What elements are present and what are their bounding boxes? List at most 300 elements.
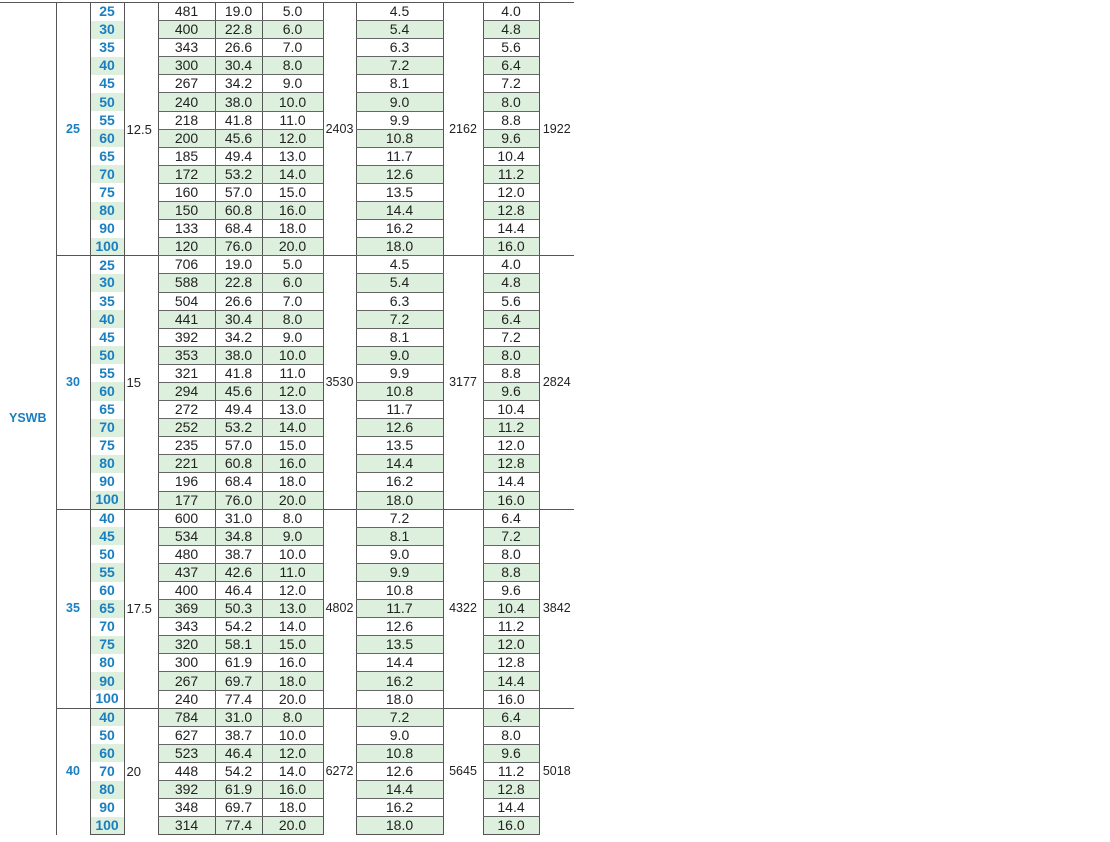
value-cell: 172 [158, 165, 215, 183]
stroke-value: 50 [90, 93, 124, 111]
value-cell: 4.5 [356, 3, 443, 21]
value-cell: 61.9 [215, 654, 262, 672]
value-cell: 9.0 [262, 75, 323, 93]
value-cell: 11.2 [483, 618, 539, 636]
value-cell: 5.4 [356, 274, 443, 292]
value-cell: 54.2 [215, 762, 262, 780]
value-cell: 177 [158, 491, 215, 509]
stroke-value: 40 [90, 509, 124, 527]
value-cell: 784 [158, 708, 215, 726]
value-cell: 18.0 [262, 220, 323, 238]
value-cell: 13.0 [262, 147, 323, 165]
value-cell: 4.0 [483, 3, 539, 21]
value-cell: 46.4 [215, 582, 262, 600]
value-cell: 10.4 [483, 600, 539, 618]
value-cell: 18.0 [356, 817, 443, 835]
load-value-a: 6272 [323, 708, 356, 835]
bore-size: 30 [56, 256, 90, 509]
value-cell: 5.0 [262, 256, 323, 274]
stroke-value: 55 [90, 111, 124, 129]
load-value-c: 1922 [539, 3, 574, 256]
value-cell: 218 [158, 111, 215, 129]
value-cell: 53.2 [215, 419, 262, 437]
value-cell: 20.0 [262, 817, 323, 835]
value-cell: 8.0 [483, 545, 539, 563]
value-cell: 16.2 [356, 220, 443, 238]
lead-value: 15 [124, 256, 158, 509]
value-cell: 4.8 [483, 21, 539, 39]
value-cell: 18.0 [262, 672, 323, 690]
value-cell: 8.0 [483, 346, 539, 364]
value-cell: 15.0 [262, 437, 323, 455]
value-cell: 7.2 [483, 328, 539, 346]
series-label: YSWB [0, 3, 56, 835]
spec-table-body [0, 3, 574, 835]
stroke-value: 60 [90, 382, 124, 400]
stroke-value: 50 [90, 545, 124, 563]
stroke-value: 100 [90, 238, 124, 256]
value-cell: 120 [158, 238, 215, 256]
value-cell: 18.0 [262, 799, 323, 817]
value-cell: 26.6 [215, 39, 262, 57]
value-cell: 30.4 [215, 310, 262, 328]
load-value-b: 3177 [443, 256, 483, 509]
value-cell: 76.0 [215, 491, 262, 509]
table-row [0, 3, 574, 21]
value-cell: 353 [158, 346, 215, 364]
value-cell: 38.0 [215, 346, 262, 364]
value-cell: 9.0 [262, 527, 323, 545]
value-cell: 392 [158, 781, 215, 799]
value-cell: 9.9 [356, 111, 443, 129]
stroke-value: 55 [90, 364, 124, 382]
stroke-value: 80 [90, 455, 124, 473]
value-cell: 10.0 [262, 346, 323, 364]
value-cell: 16.2 [356, 799, 443, 817]
stroke-value: 45 [90, 527, 124, 545]
stroke-value: 75 [90, 183, 124, 201]
value-cell: 12.0 [262, 744, 323, 762]
stroke-value: 80 [90, 654, 124, 672]
value-cell: 60.8 [215, 202, 262, 220]
lead-value: 12.5 [124, 3, 158, 256]
value-cell: 200 [158, 129, 215, 147]
value-cell: 5.0 [262, 3, 323, 21]
value-cell: 10.8 [356, 582, 443, 600]
stroke-value: 30 [90, 21, 124, 39]
value-cell: 12.0 [262, 582, 323, 600]
table-row [0, 708, 574, 726]
stroke-value: 75 [90, 636, 124, 654]
value-cell: 16.0 [262, 202, 323, 220]
value-cell: 12.8 [483, 654, 539, 672]
value-cell: 8.8 [483, 111, 539, 129]
value-cell: 221 [158, 455, 215, 473]
stroke-value: 65 [90, 600, 124, 618]
value-cell: 448 [158, 762, 215, 780]
value-cell: 41.8 [215, 364, 262, 382]
value-cell: 34.8 [215, 527, 262, 545]
stroke-value: 70 [90, 618, 124, 636]
value-cell: 9.0 [356, 346, 443, 364]
stroke-value: 50 [90, 346, 124, 364]
value-cell: 272 [158, 401, 215, 419]
value-cell: 9.6 [483, 129, 539, 147]
value-cell: 6.3 [356, 39, 443, 57]
value-cell: 12.6 [356, 762, 443, 780]
value-cell: 11.2 [483, 762, 539, 780]
stroke-value: 90 [90, 672, 124, 690]
value-cell: 300 [158, 654, 215, 672]
value-cell: 588 [158, 274, 215, 292]
value-cell: 627 [158, 726, 215, 744]
value-cell: 31.0 [215, 509, 262, 527]
value-cell: 10.4 [483, 401, 539, 419]
value-cell: 45.6 [215, 129, 262, 147]
value-cell: 50.3 [215, 600, 262, 618]
stroke-value: 75 [90, 437, 124, 455]
value-cell: 16.0 [483, 817, 539, 835]
value-cell: 38.7 [215, 726, 262, 744]
value-cell: 8.0 [262, 708, 323, 726]
table-row [0, 256, 574, 274]
value-cell: 437 [158, 563, 215, 581]
value-cell: 8.8 [483, 563, 539, 581]
value-cell: 300 [158, 57, 215, 75]
value-cell: 12.0 [483, 183, 539, 201]
value-cell: 8.1 [356, 75, 443, 93]
value-cell: 13.5 [356, 437, 443, 455]
spec-table [0, 2, 574, 835]
value-cell: 369 [158, 600, 215, 618]
value-cell: 12.0 [483, 437, 539, 455]
value-cell: 12.0 [262, 129, 323, 147]
value-cell: 7.2 [356, 310, 443, 328]
stroke-value: 100 [90, 817, 124, 835]
value-cell: 13.0 [262, 401, 323, 419]
value-cell: 14.4 [483, 799, 539, 817]
value-cell: 11.0 [262, 111, 323, 129]
value-cell: 10.0 [262, 545, 323, 563]
lead-value: 17.5 [124, 509, 158, 708]
value-cell: 13.5 [356, 183, 443, 201]
value-cell: 46.4 [215, 744, 262, 762]
value-cell: 6.4 [483, 310, 539, 328]
value-cell: 16.0 [262, 781, 323, 799]
value-cell: 9.6 [483, 382, 539, 400]
value-cell: 9.0 [356, 726, 443, 744]
value-cell: 18.0 [356, 491, 443, 509]
value-cell: 9.0 [262, 328, 323, 346]
value-cell: 5.6 [483, 292, 539, 310]
value-cell: 7.2 [483, 527, 539, 545]
stroke-value: 100 [90, 491, 124, 509]
stroke-value: 35 [90, 39, 124, 57]
value-cell: 480 [158, 545, 215, 563]
value-cell: 185 [158, 147, 215, 165]
value-cell: 14.0 [262, 762, 323, 780]
table-row [0, 509, 574, 527]
value-cell: 8.0 [262, 509, 323, 527]
value-cell: 196 [158, 473, 215, 491]
value-cell: 14.4 [356, 202, 443, 220]
value-cell: 68.4 [215, 220, 262, 238]
value-cell: 523 [158, 744, 215, 762]
value-cell: 7.2 [483, 75, 539, 93]
value-cell: 267 [158, 672, 215, 690]
value-cell: 400 [158, 21, 215, 39]
stroke-value: 65 [90, 147, 124, 165]
value-cell: 76.0 [215, 238, 262, 256]
stroke-value: 60 [90, 744, 124, 762]
value-cell: 38.7 [215, 545, 262, 563]
stroke-value: 35 [90, 292, 124, 310]
value-cell: 11.0 [262, 364, 323, 382]
value-cell: 8.1 [356, 328, 443, 346]
value-cell: 12.0 [483, 636, 539, 654]
stroke-value: 60 [90, 129, 124, 147]
value-cell: 15.0 [262, 636, 323, 654]
stroke-value: 50 [90, 726, 124, 744]
value-cell: 10.8 [356, 129, 443, 147]
value-cell: 7.2 [356, 509, 443, 527]
value-cell: 7.0 [262, 292, 323, 310]
value-cell: 6.4 [483, 57, 539, 75]
stroke-value: 100 [90, 690, 124, 708]
value-cell: 14.0 [262, 618, 323, 636]
value-cell: 42.6 [215, 563, 262, 581]
value-cell: 18.0 [262, 473, 323, 491]
value-cell: 16.0 [483, 238, 539, 256]
value-cell: 8.0 [262, 57, 323, 75]
value-cell: 10.8 [356, 744, 443, 762]
stroke-value: 90 [90, 220, 124, 238]
stroke-value: 25 [90, 256, 124, 274]
value-cell: 49.4 [215, 401, 262, 419]
value-cell: 481 [158, 3, 215, 21]
stroke-value: 80 [90, 202, 124, 220]
value-cell: 60.8 [215, 455, 262, 473]
value-cell: 68.4 [215, 473, 262, 491]
value-cell: 294 [158, 382, 215, 400]
value-cell: 235 [158, 437, 215, 455]
value-cell: 8.1 [356, 527, 443, 545]
stroke-value: 40 [90, 310, 124, 328]
value-cell: 11.7 [356, 401, 443, 419]
value-cell: 5.4 [356, 21, 443, 39]
value-cell: 58.1 [215, 636, 262, 654]
value-cell: 18.0 [356, 690, 443, 708]
value-cell: 314 [158, 817, 215, 835]
value-cell: 19.0 [215, 256, 262, 274]
value-cell: 240 [158, 93, 215, 111]
value-cell: 11.0 [262, 563, 323, 581]
stroke-value: 40 [90, 57, 124, 75]
value-cell: 133 [158, 220, 215, 238]
value-cell: 20.0 [262, 690, 323, 708]
value-cell: 4.8 [483, 274, 539, 292]
value-cell: 8.0 [483, 726, 539, 744]
value-cell: 34.2 [215, 75, 262, 93]
load-value-b: 2162 [443, 3, 483, 256]
value-cell: 9.9 [356, 364, 443, 382]
stroke-value: 90 [90, 799, 124, 817]
value-cell: 6.3 [356, 292, 443, 310]
value-cell: 18.0 [356, 238, 443, 256]
value-cell: 10.4 [483, 147, 539, 165]
value-cell: 706 [158, 256, 215, 274]
value-cell: 160 [158, 183, 215, 201]
stroke-value: 45 [90, 328, 124, 346]
stroke-value: 30 [90, 274, 124, 292]
value-cell: 14.4 [356, 781, 443, 799]
value-cell: 22.8 [215, 21, 262, 39]
value-cell: 8.0 [262, 310, 323, 328]
stroke-value: 40 [90, 708, 124, 726]
stroke-value: 70 [90, 419, 124, 437]
value-cell: 504 [158, 292, 215, 310]
bore-size: 25 [56, 3, 90, 256]
value-cell: 30.4 [215, 57, 262, 75]
value-cell: 400 [158, 582, 215, 600]
value-cell: 57.0 [215, 437, 262, 455]
value-cell: 4.0 [483, 256, 539, 274]
value-cell: 31.0 [215, 708, 262, 726]
load-value-b: 4322 [443, 509, 483, 708]
value-cell: 19.0 [215, 3, 262, 21]
value-cell: 49.4 [215, 147, 262, 165]
value-cell: 10.0 [262, 93, 323, 111]
value-cell: 7.2 [356, 57, 443, 75]
value-cell: 9.9 [356, 563, 443, 581]
value-cell: 8.8 [483, 364, 539, 382]
value-cell: 15.0 [262, 183, 323, 201]
value-cell: 11.7 [356, 600, 443, 618]
value-cell: 12.0 [262, 382, 323, 400]
lead-value: 20 [124, 708, 158, 835]
value-cell: 12.8 [483, 781, 539, 799]
value-cell: 12.8 [483, 202, 539, 220]
value-cell: 54.2 [215, 618, 262, 636]
value-cell: 34.2 [215, 328, 262, 346]
value-cell: 20.0 [262, 238, 323, 256]
load-value-a: 2403 [323, 3, 356, 256]
value-cell: 69.7 [215, 799, 262, 817]
value-cell: 7.0 [262, 39, 323, 57]
bore-size: 40 [56, 708, 90, 835]
value-cell: 14.4 [483, 473, 539, 491]
stroke-value: 45 [90, 75, 124, 93]
bore-size: 35 [56, 509, 90, 708]
stroke-value: 60 [90, 582, 124, 600]
value-cell: 392 [158, 328, 215, 346]
value-cell: 13.5 [356, 636, 443, 654]
value-cell: 14.4 [483, 672, 539, 690]
value-cell: 45.6 [215, 382, 262, 400]
value-cell: 9.6 [483, 582, 539, 600]
value-cell: 16.0 [262, 455, 323, 473]
value-cell: 320 [158, 636, 215, 654]
value-cell: 240 [158, 690, 215, 708]
value-cell: 16.2 [356, 473, 443, 491]
stroke-value: 90 [90, 473, 124, 491]
value-cell: 77.4 [215, 690, 262, 708]
value-cell: 12.6 [356, 165, 443, 183]
load-value-c: 2824 [539, 256, 574, 509]
stroke-value: 25 [90, 3, 124, 21]
value-cell: 57.0 [215, 183, 262, 201]
load-value-c: 5018 [539, 708, 574, 835]
value-cell: 77.4 [215, 817, 262, 835]
value-cell: 14.4 [356, 654, 443, 672]
value-cell: 13.0 [262, 600, 323, 618]
value-cell: 6.0 [262, 21, 323, 39]
value-cell: 26.6 [215, 292, 262, 310]
load-value-a: 4802 [323, 509, 356, 708]
value-cell: 343 [158, 618, 215, 636]
value-cell: 267 [158, 75, 215, 93]
value-cell: 600 [158, 509, 215, 527]
value-cell: 16.0 [262, 654, 323, 672]
value-cell: 16.0 [483, 491, 539, 509]
value-cell: 321 [158, 364, 215, 382]
stroke-value: 70 [90, 762, 124, 780]
stroke-value: 65 [90, 401, 124, 419]
value-cell: 53.2 [215, 165, 262, 183]
value-cell: 38.0 [215, 93, 262, 111]
value-cell: 16.2 [356, 672, 443, 690]
stroke-value: 55 [90, 563, 124, 581]
value-cell: 5.6 [483, 39, 539, 57]
value-cell: 10.8 [356, 382, 443, 400]
value-cell: 9.0 [356, 545, 443, 563]
value-cell: 41.8 [215, 111, 262, 129]
value-cell: 348 [158, 799, 215, 817]
value-cell: 20.0 [262, 491, 323, 509]
value-cell: 61.9 [215, 781, 262, 799]
value-cell: 6.4 [483, 708, 539, 726]
load-value-a: 3530 [323, 256, 356, 509]
value-cell: 534 [158, 527, 215, 545]
value-cell: 11.2 [483, 419, 539, 437]
value-cell: 4.5 [356, 256, 443, 274]
load-value-c: 3842 [539, 509, 574, 708]
value-cell: 9.6 [483, 744, 539, 762]
value-cell: 6.0 [262, 274, 323, 292]
value-cell: 441 [158, 310, 215, 328]
value-cell: 150 [158, 202, 215, 220]
value-cell: 12.8 [483, 455, 539, 473]
load-value-b: 5645 [443, 708, 483, 835]
value-cell: 9.0 [356, 93, 443, 111]
value-cell: 6.4 [483, 509, 539, 527]
value-cell: 69.7 [215, 672, 262, 690]
value-cell: 22.8 [215, 274, 262, 292]
value-cell: 252 [158, 419, 215, 437]
value-cell: 11.2 [483, 165, 539, 183]
value-cell: 7.2 [356, 708, 443, 726]
stroke-value: 80 [90, 781, 124, 799]
value-cell: 12.6 [356, 618, 443, 636]
value-cell: 14.4 [483, 220, 539, 238]
value-cell: 14.4 [356, 455, 443, 473]
value-cell: 10.0 [262, 726, 323, 744]
value-cell: 12.6 [356, 419, 443, 437]
value-cell: 14.0 [262, 165, 323, 183]
value-cell: 16.0 [483, 690, 539, 708]
value-cell: 11.7 [356, 147, 443, 165]
value-cell: 14.0 [262, 419, 323, 437]
